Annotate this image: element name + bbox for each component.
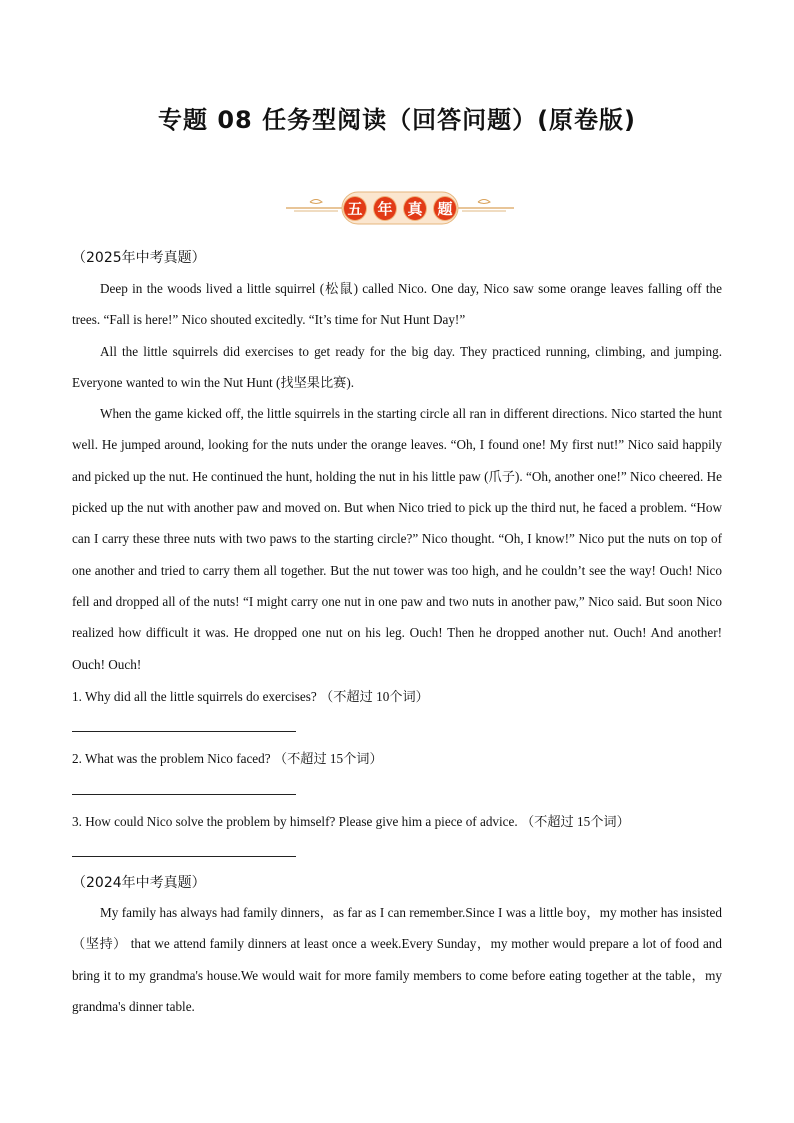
year-label-2024: （2024年中考真题） <box>72 875 206 891</box>
question-1: 1. Why did all the little squirrels do exercises? （不超过 10个词） <box>72 689 429 704</box>
banner-char: 年 <box>373 196 397 221</box>
banner-char: 真 <box>403 196 427 221</box>
year-label-2025: （2025年中考真题） <box>72 250 206 266</box>
passage-2025 <box>72 273 722 680</box>
section-banner <box>280 190 520 226</box>
question-2: 2. What was the problem Nico faced? （不超过 15个词） <box>72 751 383 766</box>
banner-badges <box>343 193 457 223</box>
passage-paragraph: All the little squirrels did exercises to get ready for the big day. They practiced running, climbing, and jumping. Everyone wanted to win the Nut Hunt (找坚果比赛). <box>72 343 722 390</box>
banner-char: 五 <box>343 196 367 221</box>
passage-2024 <box>72 897 722 1022</box>
answer-line-1[interactable] <box>72 731 296 732</box>
answer-line-3[interactable] <box>72 856 296 857</box>
banner-char: 题 <box>433 196 457 221</box>
page-title: 专题 08 任务型阅读（回答问题）(原卷版) <box>157 106 637 134</box>
answer-line-2[interactable] <box>72 794 296 795</box>
passage-paragraph: Deep in the woods lived a little squirrel (松鼠) called Nico. One day, Nico saw some orange leaves falling off the trees. “Fall is here!” Nico shouted excitedly. “It’s time for Nut Hunt Day!” <box>72 281 722 328</box>
passage-paragraph: My family has always had family dinners，as far as I can remember.Since I was a little boy，my mother has insisted（坚持） that we attend family dinners at least once a week.Every Sunday，my mother would prepare a lot of food and bring it to my grandma's house.We would wait for more family members to come before eating together at the table，my grandma's dinner table. <box>72 905 722 1014</box>
question-3: 3. How could Nico solve the problem by himself? Please give him a piece of advice. （不超过 15个词） <box>72 814 630 829</box>
passage-paragraph: When the game kicked off, the little squirrels in the starting circle all ran in different directions. Nico started the hunt well. He jumped around, looking for the nuts under the orange leaves. “Oh, I found one! My first nut!” Nico said happily and picked up the nut. He continued the hunt, holding the nut in his little paw (爪子). “Oh, another one!” Nico cheered. He picked up the nut with another paw and moved on. But when Nico tried to pick up the third nut, he faced a problem. “How can I carry these three nuts with two paws to the starting circle?” Nico thought. “Oh, I know!” Nico put the nuts on top of one another and tried to carry them all together. But the nut tower was too high, and he couldn’t see the way! Ouch! Nico fell and dropped all of the nuts! “I might carry one nut in one paw and two nuts in another paw,” Nico said. But soon Nico realized how difficult it was. He dropped one nut on his leg. Ouch! Then he dropped another nut. Ouch! And another! Ouch! Ouch! <box>72 406 722 672</box>
